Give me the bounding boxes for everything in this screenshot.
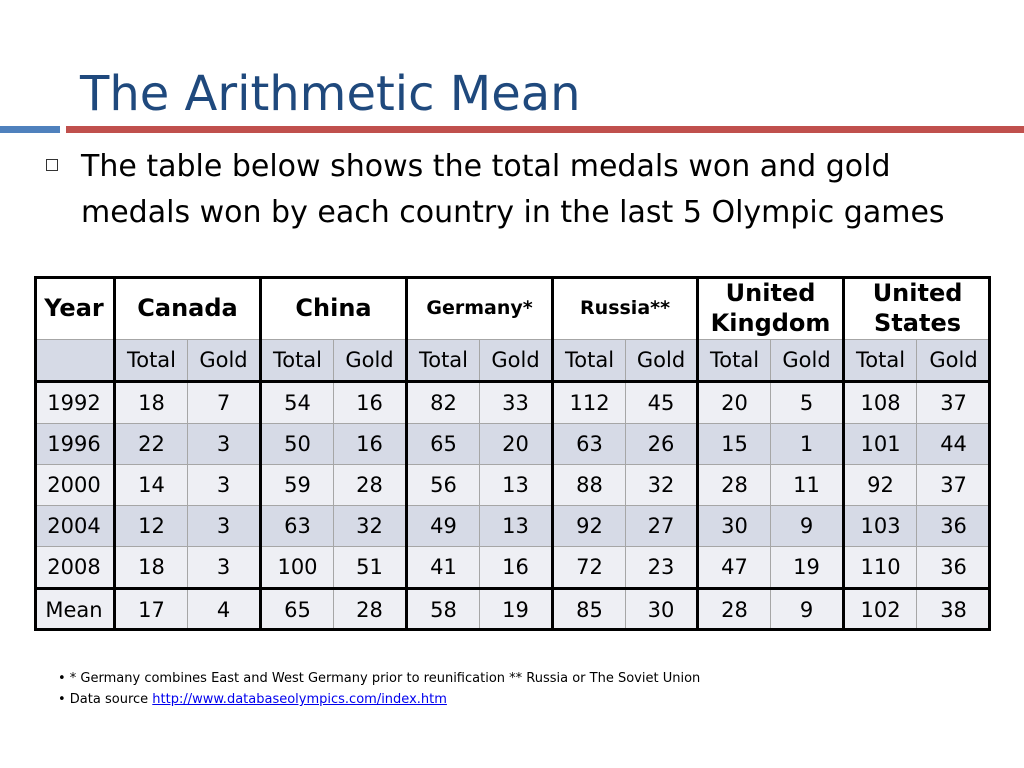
total-cell: 28 (698, 465, 771, 506)
year-cell: 2000 (35, 465, 115, 506)
total-cell: 65 (261, 589, 334, 631)
subheader-gold: Gold (771, 340, 844, 382)
total-cell: 88 (553, 465, 626, 506)
country-header: Russia** (553, 277, 698, 340)
gold-cell: 37 (917, 465, 991, 506)
total-cell: 112 (553, 382, 626, 424)
gold-cell: 19 (771, 547, 844, 589)
subheader-gold: Gold (334, 340, 407, 382)
gold-cell: 38 (917, 589, 991, 631)
total-cell: 65 (407, 424, 480, 465)
gold-cell: 44 (917, 424, 991, 465)
gold-cell: 27 (626, 506, 698, 547)
total-cell: 50 (261, 424, 334, 465)
gold-cell: 4 (188, 589, 261, 631)
total-cell: 59 (261, 465, 334, 506)
total-cell: 14 (115, 465, 188, 506)
gold-cell: 11 (771, 465, 844, 506)
footnotes (58, 668, 700, 710)
gold-cell: 3 (188, 424, 261, 465)
total-cell: 18 (115, 382, 188, 424)
gold-cell: 28 (334, 589, 407, 631)
country-header: United States (844, 277, 991, 340)
country-header: United Kingdom (698, 277, 844, 340)
total-cell: 22 (115, 424, 188, 465)
country-header: Canada (115, 277, 261, 340)
subheader-total: Total (261, 340, 334, 382)
total-cell: 58 (407, 589, 480, 631)
year-cell: 2004 (35, 506, 115, 547)
gold-cell: 3 (188, 547, 261, 589)
gold-cell: 19 (480, 589, 553, 631)
subheader-gold: Gold (626, 340, 698, 382)
subheader-gold: Gold (188, 340, 261, 382)
total-cell: 63 (261, 506, 334, 547)
total-cell: 54 (261, 382, 334, 424)
total-cell: 63 (553, 424, 626, 465)
year-cell: 2008 (35, 547, 115, 589)
gold-cell: 16 (334, 382, 407, 424)
total-cell: 85 (553, 589, 626, 631)
total-cell: 56 (407, 465, 480, 506)
year-cell: 1996 (35, 424, 115, 465)
gold-cell: 3 (188, 465, 261, 506)
title-rule-red (66, 126, 1024, 133)
total-cell: 30 (698, 506, 771, 547)
total-cell: 47 (698, 547, 771, 589)
gold-cell: 36 (917, 506, 991, 547)
gold-cell: 45 (626, 382, 698, 424)
title-rule-blue (0, 126, 60, 133)
subheader-gold: Gold (480, 340, 553, 382)
total-cell: 15 (698, 424, 771, 465)
gold-cell: 13 (480, 506, 553, 547)
total-cell: 92 (553, 506, 626, 547)
gold-cell: 37 (917, 382, 991, 424)
table-row (35, 506, 991, 547)
gold-cell: 16 (480, 547, 553, 589)
mean-row (35, 589, 991, 631)
total-cell: 28 (698, 589, 771, 631)
country-header-row (35, 277, 991, 340)
subheader-total: Total (407, 340, 480, 382)
total-cell: 49 (407, 506, 480, 547)
gold-cell: 5 (771, 382, 844, 424)
country-header: China (261, 277, 407, 340)
data-source-link[interactable]: http://www.databaseolympics.com/index.htm (152, 692, 447, 707)
table-row (35, 465, 991, 506)
total-cell: 92 (844, 465, 917, 506)
subheader-total: Total (115, 340, 188, 382)
medals-table (34, 276, 991, 631)
gold-cell: 7 (188, 382, 261, 424)
year-header: Year (35, 277, 115, 340)
total-cell: 72 (553, 547, 626, 589)
table-row (35, 382, 991, 424)
year-cell: 1992 (35, 382, 115, 424)
gold-cell: 1 (771, 424, 844, 465)
gold-cell: 26 (626, 424, 698, 465)
gold-cell: 32 (334, 506, 407, 547)
year-cell: Mean (35, 589, 115, 631)
total-cell: 100 (261, 547, 334, 589)
gold-cell: 16 (334, 424, 407, 465)
subheader-total: Total (844, 340, 917, 382)
subheader-gold: Gold (917, 340, 991, 382)
gold-cell: 51 (334, 547, 407, 589)
gold-cell: 9 (771, 589, 844, 631)
total-cell: 82 (407, 382, 480, 424)
total-cell: 103 (844, 506, 917, 547)
slide-title: The Arithmetic Mean (80, 66, 581, 123)
gold-cell: 33 (480, 382, 553, 424)
gold-cell: 28 (334, 465, 407, 506)
footnote-germany-russia: • * Germany combines East and West Germany prior to reunification ** Russia or The Soviet Union (58, 671, 701, 686)
gold-cell: 9 (771, 506, 844, 547)
total-cell: 18 (115, 547, 188, 589)
bullet-square-icon (46, 159, 58, 171)
table-row (35, 547, 991, 589)
subheader-blank (35, 340, 115, 382)
total-cell: 102 (844, 589, 917, 631)
gold-cell: 36 (917, 547, 991, 589)
subheader-row (35, 340, 991, 382)
gold-cell: 3 (188, 506, 261, 547)
total-cell: 20 (698, 382, 771, 424)
gold-cell: 30 (626, 589, 698, 631)
gold-cell: 23 (626, 547, 698, 589)
subheader-total: Total (553, 340, 626, 382)
footnote-source (58, 689, 700, 710)
gold-cell: 13 (480, 465, 553, 506)
total-cell: 110 (844, 547, 917, 589)
table-row (35, 424, 991, 465)
total-cell: 12 (115, 506, 188, 547)
total-cell: 101 (844, 424, 917, 465)
total-cell: 108 (844, 382, 917, 424)
country-header: Germany* (407, 277, 553, 340)
gold-cell: 20 (480, 424, 553, 465)
total-cell: 17 (115, 589, 188, 631)
bullet-text: The table below shows the total medals won and gold medals won by each country in the last 5 Olympic games (81, 149, 945, 230)
total-cell: 41 (407, 547, 480, 589)
gold-cell: 32 (626, 465, 698, 506)
subheader-total: Total (698, 340, 771, 382)
footnote-source-label: • Data source (58, 692, 153, 707)
